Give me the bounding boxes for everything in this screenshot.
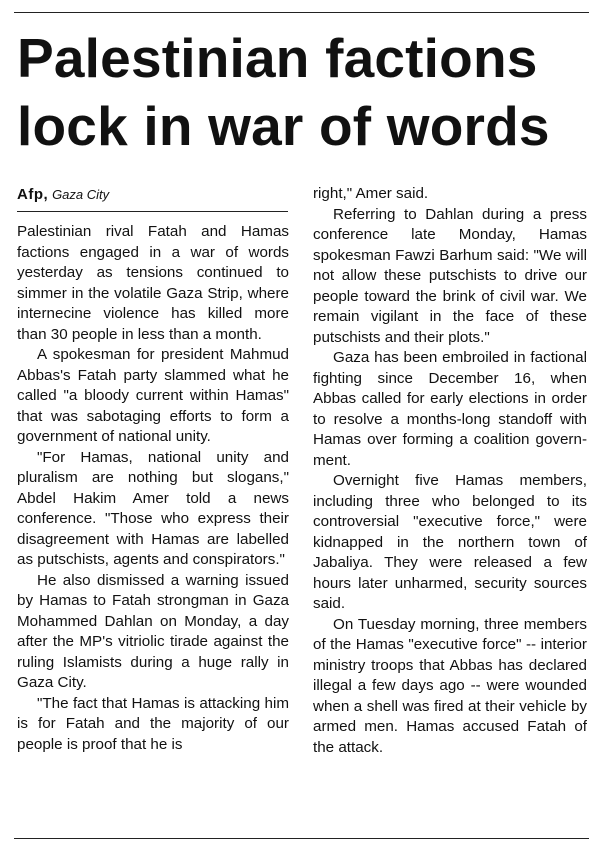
article-column-left (17, 222, 289, 755)
article-column-right (313, 184, 587, 758)
paragraph: A spokesman for president Mahmud Abbas's Fatah party slammed what he called "a bloody current within Hamas" that was sabotaging efforts to form a government of national unity. (17, 346, 289, 445)
paragraph: "For Hamas, national unity and pluralism are nothing but slogans," Abdel Hakim Amer told a news conference. "Those who express their disagreement with Hamas are labelled as putschists, agents and conspirators." (17, 448, 289, 568)
byline-rule (17, 211, 288, 212)
headline-line-2: lock in war of words (17, 95, 550, 157)
paragraph: Overnight five Hamas members, including three who belonged to its controversial "executive force," were kidnapped in the northern town of Jabaliya. They were released a few hours later unharmed, security sources said. (313, 472, 587, 612)
bottom-rule (14, 838, 589, 839)
headline-line-1: Palestinian factions (17, 27, 538, 89)
paragraph: On Tuesday morning, three members of the Hamas "executive force" -- interior ministry troops that Abbas has declared illegal a few days ago -- were wounded when a shell was fired at their vehicle by armed men. Hamas accused Fatah of the attack. (313, 615, 587, 756)
byline-agency: Afp, (17, 186, 49, 203)
top-rule (14, 12, 589, 13)
paragraph: Referring to Dahlan during a press conference late Monday, Hamas spokesman Fawzi Barhum said: "We will not allow these putschists to drive our people toward the brink of civil war. We remain vigilant in the face of these putschists and their plots." (313, 205, 587, 346)
paragraph-continued: right," Amer said. (313, 185, 429, 202)
byline-place: Gaza City (52, 187, 110, 202)
paragraph: Gaza has been embroiled in factional fighting since December 16, when Abbas called for early elections in order to resolve a months-long standoff with Hamas over forming a coalition government. (313, 349, 587, 469)
paragraph: He also dismissed a warning issued by Hamas to Fatah strongman in Gaza Mohammed Dahlan on Monday, a day after the MP's vitriolic tirade against the ruling Islamists during a huge rally in Gaza City. (17, 571, 289, 691)
byline (17, 184, 109, 205)
paragraph: "The fact that Hamas is attacking him is for Fatah and the majority of our people is proof that he is (17, 694, 289, 753)
paragraph: Palestinian rival Fatah and Hamas factions engaged in a war of words yesterday as tensions continued to simmer in the volatile Gaza Strip, where internecine violence has killed more than 30 people in less than a month. (17, 223, 289, 343)
headline (17, 24, 592, 160)
